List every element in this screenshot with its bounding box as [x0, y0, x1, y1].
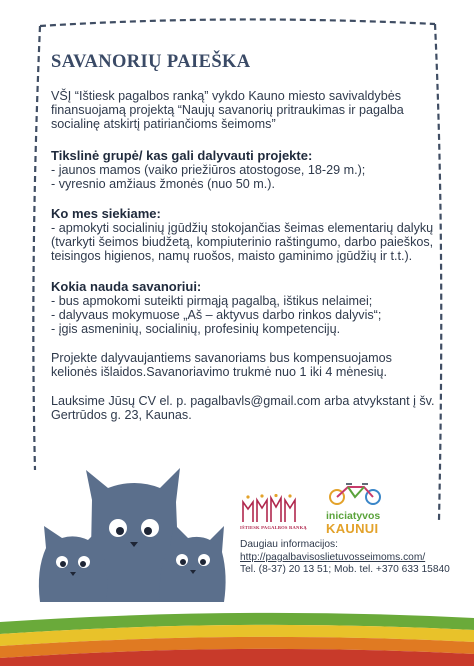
- website-link[interactable]: http://pagalbavisoslietuvosseimoms.com/: [240, 551, 426, 563]
- section-heading: Kokia nauda savanoriui:: [51, 278, 202, 294]
- hands-logo-icon: [240, 494, 302, 524]
- section-heading: Tikslinė grupė/ kas gali dalyvauti projekte:: [51, 147, 313, 163]
- istiesk-logo: [240, 494, 307, 530]
- section-line: - dalyvaus mokymuose „Aš – aktyvus darbo rinkos dalyvis“;: [51, 307, 382, 322]
- page-title: SAVANORIŲ PAIEŠKA: [51, 52, 251, 72]
- section-target-group: [51, 148, 437, 191]
- section-benefits: [51, 279, 437, 337]
- iniciatyvos-kaunui-logo: [326, 482, 392, 535]
- contact-info: [240, 539, 472, 577]
- logo-caption: IŠTIESK PAGALBOS RANKĄ: [240, 525, 307, 530]
- logo-text-iniciatyvos: iniciatyvos: [326, 510, 381, 522]
- compensation-paragraph: Projekte dalyvaujantiems savanoriams bus kompensuojamos kelionės išlaidos.Savanoriavimo trukmė nuo 1 iki 4 mėnesių.: [51, 351, 392, 380]
- cats-illustration: [30, 430, 230, 602]
- intro-paragraph: VŠĮ “Ištiesk pagalbos ranką” vykdo Kauno miesto savivaldybės finansuojamą projektą “Naujų savanorių pritraukimas ir pagalba socialinę atskirtį patiriančioms šeimoms”: [51, 89, 404, 132]
- section-line: - vyresnio amžiaus žmonės (nuo 50 m.).: [51, 176, 275, 191]
- section-line: - bus apmokomi suteikti pirmąją pagalbą, ištikus nelaimei;: [51, 293, 373, 308]
- cv-paragraph: Lauksime Jūsų CV el. p. pagalbavls@gmail.com arba atvykstant į šv. Gertrūdos g. 23, Kaunas.: [51, 393, 435, 422]
- section-heading: Ko mes siekiame:: [51, 206, 161, 222]
- phone-numbers: Tel. (8-37) 20 13 51; Mob. tel. +370 633 15840: [240, 564, 450, 575]
- section-line: - įgis asmeninių, socialinių, profesinių kompetencijų.: [51, 322, 341, 337]
- section-line: - apmokyti socialinių įgūdžių stokojančias šeimas elementarių dalykų (tvarkyti šeimos biudžetą, kompiuterinio raštingumo, darbo paieškos, teisingos higienos, namų ruošos, maisto gaminimo įgūdžių ir t.t.).: [51, 221, 434, 264]
- section-line: - jaunos mamos (vaiko priežiūros atostogose, 18-29 m.);: [51, 162, 366, 177]
- flyer-text: [51, 52, 437, 436]
- decorative-stripes: [0, 600, 474, 666]
- border-left: [33, 26, 40, 470]
- contacts-label: Daugiau informacijos:: [240, 539, 338, 550]
- bicycle-icon: [326, 482, 386, 506]
- section-goals: [51, 206, 437, 264]
- logo-text-kaunui: KAUNUI: [326, 521, 379, 536]
- border-top: [40, 19, 435, 26]
- cat-small-left-body: [39, 526, 107, 602]
